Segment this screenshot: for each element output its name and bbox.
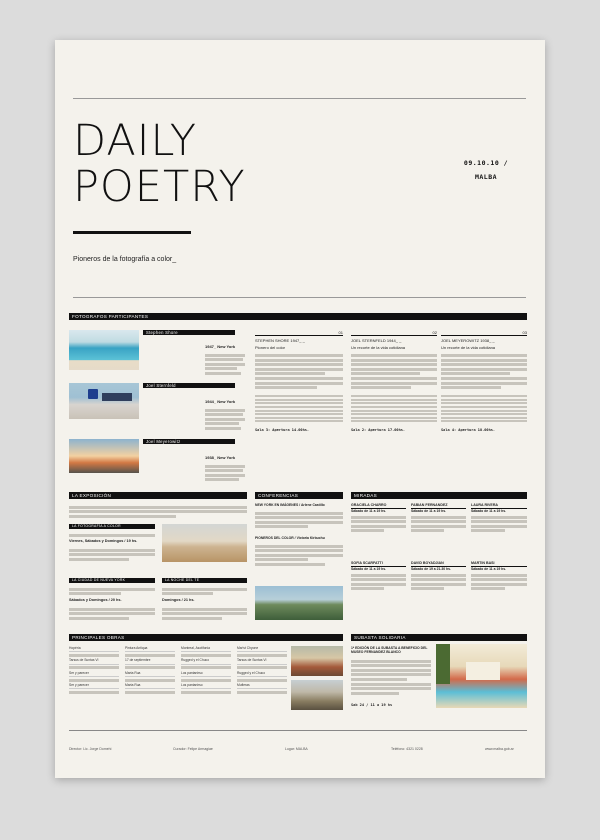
photo-chevron bbox=[69, 383, 139, 419]
section-bar-city: LA CIUDAD DE NUEVA YORK bbox=[69, 578, 155, 583]
footer-director: Director: Lic. Jorge Domehi bbox=[69, 747, 112, 751]
column-number-2: 02 bbox=[351, 330, 437, 336]
event-venue: MALBA bbox=[474, 173, 498, 181]
looks-date-1: Sábado de 11 a 19 hs. bbox=[351, 509, 387, 513]
work-title: Rugged y el Chuco bbox=[237, 670, 266, 675]
work-title: Marta Rua bbox=[125, 683, 141, 688]
work-title: Montreal, Asotifonia bbox=[181, 646, 210, 650]
poster bbox=[55, 40, 545, 778]
auction-edition: 1ª EDICIÓN DE LA SUBASTA A BENEFICIO DEL MUSEO FERNANDEZ BLANCO bbox=[351, 646, 428, 655]
participant-year-3: 1938_ New York bbox=[205, 455, 236, 460]
participant-name-3: Joel Meyerowitz bbox=[143, 439, 235, 444]
column-heading-1: STEPHEN SHORE 1947_ _ bbox=[255, 338, 305, 343]
exhibition-text bbox=[69, 504, 247, 519]
works-table bbox=[69, 646, 287, 696]
participant-bio-2 bbox=[205, 407, 245, 432]
work-title: Ser y parecer bbox=[69, 670, 89, 675]
room-3: Sala 4: Apertura 18.00hs. bbox=[441, 428, 496, 433]
work-title: 17 de septiembre bbox=[125, 658, 151, 663]
looks-person-3: LAURA RIVERA bbox=[471, 503, 527, 509]
column-heading-3: JOEL MEYEROWITZ 1938_ _ bbox=[441, 338, 495, 343]
exhibition-sat-sun: Sábados y Domingos / 20 hs. bbox=[69, 598, 122, 602]
photographer-column-3 bbox=[441, 330, 527, 433]
section-bar-color-night: LA NOCHE DEL TE bbox=[162, 578, 247, 583]
looks-grid bbox=[351, 503, 527, 603]
looks-date-3: Sábado de 11 a 19 hs. bbox=[471, 509, 507, 513]
footer-place: Lugar: MALBA bbox=[285, 747, 308, 751]
column-heading-2: JOEL STERNFELD 1944_ _ bbox=[351, 338, 402, 343]
footer-web: www.malba.gob.ar bbox=[485, 747, 514, 751]
photo-pool bbox=[69, 330, 139, 370]
works-col-2 bbox=[125, 646, 175, 696]
works-col-3 bbox=[181, 646, 231, 696]
event-date: 09.10.10 / bbox=[463, 159, 509, 167]
work-title: Los pantanirso bbox=[181, 670, 203, 675]
top-rule bbox=[73, 98, 526, 99]
looks-person-2: FABIAN FERNANDEZ bbox=[411, 503, 466, 509]
participant-bio-1 bbox=[205, 352, 245, 377]
footer-rule bbox=[69, 730, 527, 731]
participant-bio-3 bbox=[205, 463, 245, 483]
column-tagline-2: Un recorte de la vida cotidiana bbox=[351, 345, 406, 350]
room-2: Sala 2: Apertura 17.00hs. bbox=[351, 428, 406, 433]
poster-title bbox=[73, 118, 246, 210]
auction-date: Sab 24 / 11 a 19 hs bbox=[351, 703, 393, 707]
work-title: Tarsus de Suntas Vl bbox=[69, 658, 99, 663]
looks-date-2: Sábado de 11 a 19 hs. bbox=[411, 509, 447, 513]
section-bar-conferences: CONFERENCIAS bbox=[255, 492, 343, 499]
column-number-3: 03 bbox=[441, 330, 527, 336]
conference-item-1: NEW YORK EN IMÁGENES / Arlene Castillo bbox=[255, 503, 325, 507]
section-bar-looks: MIRADAS bbox=[351, 492, 527, 499]
participant-year-1: 1947_ New York bbox=[205, 344, 236, 349]
poster-subtitle: Pioneros de la fotografía a color_ bbox=[73, 256, 177, 263]
looks-date-5: Sábado de 19 a 21.30 hs. bbox=[411, 567, 451, 571]
looks-person-4: SOFIA SCARFATTI bbox=[351, 561, 406, 567]
footer-curator: Curador: Felipe Armagiae bbox=[173, 747, 213, 751]
participant-name-1: Stephen Shore bbox=[143, 330, 235, 335]
photo-hotel-pool bbox=[436, 644, 527, 708]
conference-item-2: PIONEROS DEL COLOR / Victoria Kirbuchu bbox=[255, 536, 325, 540]
mid-rule bbox=[73, 297, 526, 298]
work-title: Hopéria bbox=[69, 646, 81, 650]
looks-date-6: Sábado de 11 a 19 hs. bbox=[471, 567, 507, 571]
section-bar-participants: FOTOGRAFOS PARTICIPANTES bbox=[69, 313, 527, 320]
participant-name-2: Joel Sternfeld bbox=[143, 383, 235, 388]
photo-house-street bbox=[255, 586, 343, 620]
exhibition-dates: Viernes, Sábados y Domingos / 19 hs. bbox=[69, 539, 138, 543]
title-line-2: POETRY bbox=[73, 162, 246, 212]
looks-person-6: MARTIN BASI bbox=[471, 561, 527, 567]
works-col-1 bbox=[69, 646, 119, 696]
photographer-column-1 bbox=[255, 330, 343, 433]
looks-person-5: DAVID BOYADJIAN bbox=[411, 561, 466, 567]
participant-year-2: 1944_ New York bbox=[205, 399, 236, 404]
date-block bbox=[460, 156, 512, 184]
exhibition-sundays: Domingos / 21 hs. bbox=[162, 598, 195, 602]
work-title: Mar'st Chyone bbox=[237, 646, 259, 650]
work-title: Los pantanirso bbox=[181, 683, 203, 688]
work-title: Rugged y el Chuco bbox=[181, 658, 210, 663]
footer-phone: Teléfono: 4321 0228 bbox=[391, 747, 423, 751]
works-col-4 bbox=[237, 646, 287, 696]
photo-works-1 bbox=[291, 646, 343, 676]
photo-works-2 bbox=[291, 680, 343, 710]
section-bar-color-photo: LA FOTOGRAFÍA A COLOR bbox=[69, 524, 155, 529]
title-underline bbox=[73, 231, 191, 234]
section-bar-exhibition: LA EXPOSICIÓN bbox=[69, 492, 247, 499]
photo-desert-road bbox=[162, 524, 247, 562]
column-number-1: 01 bbox=[255, 330, 343, 336]
section-bar-auction: SUBASTA SOLIDARIA bbox=[351, 634, 527, 641]
column-tagline-3: Un recorte de la vida cotidiana bbox=[441, 345, 496, 350]
photographer-column-2 bbox=[351, 330, 437, 433]
title-line-1: DAILY bbox=[73, 116, 197, 166]
room-1: Sala 3: Apertura 14.00hs. bbox=[255, 428, 310, 433]
work-title: Ser y parecer bbox=[69, 683, 89, 688]
looks-date-4: Sábado de 11 a 19 hs. bbox=[351, 567, 387, 571]
photo-sunset bbox=[69, 439, 139, 473]
work-title: Pintura Antiqua bbox=[125, 646, 148, 650]
section-bar-main-works: PRINCIPALES OBRAS bbox=[69, 634, 343, 641]
column-tagline-1: Pionero del color bbox=[255, 345, 286, 350]
work-title: Mufieras bbox=[237, 683, 250, 688]
work-title: Marta Rua bbox=[125, 670, 141, 675]
looks-person-1: GRACIELA CHARRO bbox=[351, 503, 406, 509]
work-title: Tarsus de Suntas Vl bbox=[237, 658, 267, 663]
